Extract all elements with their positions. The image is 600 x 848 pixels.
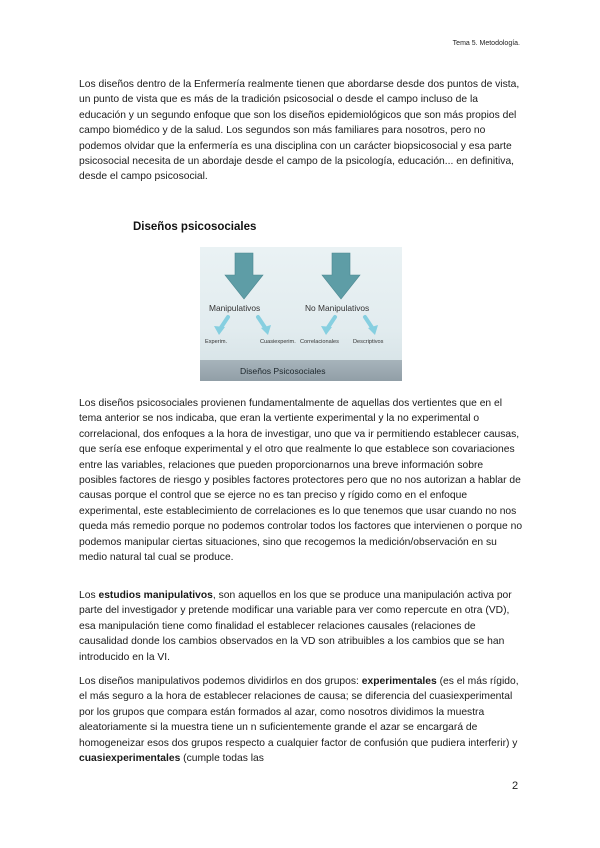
label-manipulativos: Manipulativos bbox=[209, 303, 261, 313]
paragraph-text bbox=[79, 588, 523, 665]
text-run: Los diseños manipulativos podemos dividirlos en dos grupos: bbox=[79, 676, 362, 687]
text-run: , son aquellos en los que se produce una manipulación activa por parte del investigador y pretende modificar una variable para ver como repercute en otra (VD), esa manipulación tiene como finalidad el establecer relaciones causales (relaciones de causalidad donde los cambios observados en la VD son atribuibles a los cambios que se han introducido en la VI. bbox=[79, 590, 512, 663]
paragraph-text bbox=[79, 674, 523, 766]
paragraph-text: Los diseños dentro de la Enfermería realmente tienen que abordarse desde dos puntos de vista, un punto de vista que es más de la tradición psicosocial o desde el campo incluso de la educación y un segundo enfoque que son los diseños epidemiológicos que son más propios del campo biomédico y de la salud. Los segundos son más familiares para nosotros, pero no podemos olvidar que la enfermería es una disciplina con un carácter biopsicosocial y esa parte psicosocial necesita de un abordaje desde el campo de la psicología, educación... en definitiva, desde el campo psicosocial. bbox=[79, 79, 520, 183]
psychosocial-paragraph bbox=[79, 396, 523, 565]
text-run: (cumple todas las bbox=[180, 753, 264, 765]
big-arrow-left-icon bbox=[225, 253, 263, 299]
bold-term: estudios manipulativos bbox=[98, 590, 213, 601]
page-number: 2 bbox=[512, 780, 519, 792]
paragraph-text: Los diseños psicosociales provienen fundamentalmente de aquellas dos vertientes que en el tema anterior se nos indicaba, que eran la vertiente experimental y la no experimental o correlacional, dos enfoques a la hora de investigar, uno que va ir permitiendo establecer causas, que sería ese enfoque experimental y el otro que realmente lo que establece son covariaciones entre las variables, relaciones que pueden proporcionarnos una breve información sobre posibles factores de riesgo y posibles factores protectores pero que no nos autorizan a hablar de causas porque el control que se ejerce no es tan preciso y rígido como en el enfoque experimental, este establecimiento de correlaciones es lo que tenemos que usar cuando no nos queda más remedio porque no podemos controlar todos los factores que intervienen o porque no podemos manipular ciertas situaciones, sino que recogemos la medición/observación en su medio natural tal cual se produce. bbox=[79, 398, 523, 564]
section-heading: Diseños psicosociales bbox=[133, 221, 257, 233]
diagram-title: Diseños Psicosociales bbox=[240, 366, 326, 376]
bold-term: cuasiexperimentales bbox=[79, 753, 181, 765]
label-correlacionales: Correlacionales bbox=[300, 339, 339, 345]
label-descriptivos: Descriptivos bbox=[353, 339, 384, 345]
text-run: (es el más rígido, el más seguro a la hora de establecer relaciones de causa; se diferencia del cuasiexperimental por los grupos que compara están formados al azar, como nosotros dividimos la muestra aleatoriamente si la muestra tiene un n suficientemente grande el azar se encargará de homogeneizar esos dos grupos respecto a cualquier factor de confusión que pudiera interferir) y bbox=[79, 676, 519, 749]
intro-paragraph bbox=[79, 77, 523, 185]
text-run: Los bbox=[79, 590, 99, 601]
manipulative-studies-paragraph bbox=[79, 588, 523, 665]
bold-term: experimentales bbox=[361, 676, 437, 687]
label-cuasiexperim: Cuasiexperim. bbox=[260, 339, 296, 345]
manipulative-designs-paragraph bbox=[79, 674, 523, 766]
psychosocial-designs-diagram bbox=[200, 247, 402, 381]
big-arrow-right-icon bbox=[322, 253, 360, 299]
label-no-manipulativos: No Manipulativos bbox=[305, 303, 370, 313]
label-experim: Experim. bbox=[205, 339, 228, 345]
running-header: Tema 5. Metodología. bbox=[452, 40, 520, 47]
